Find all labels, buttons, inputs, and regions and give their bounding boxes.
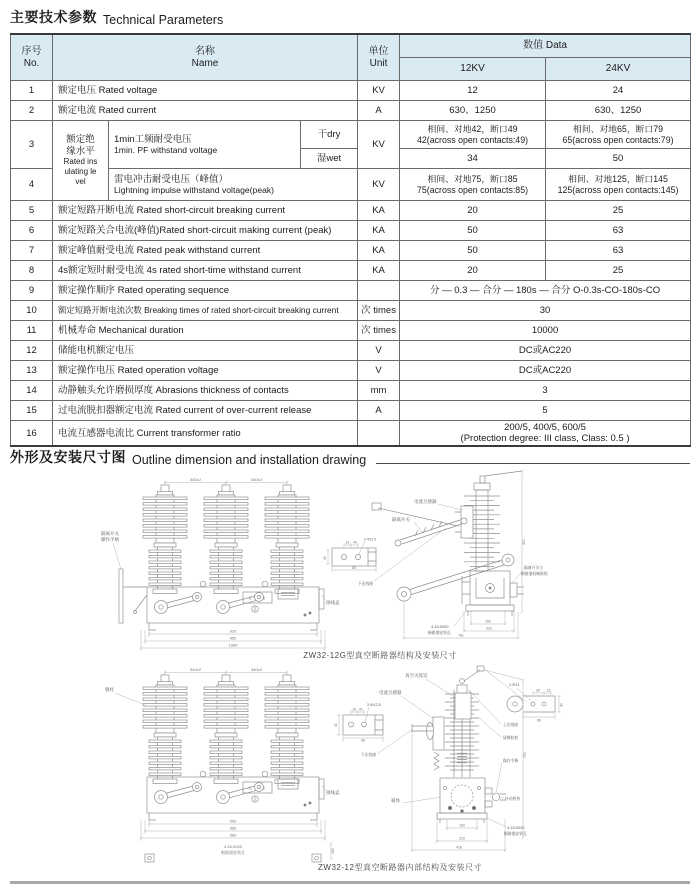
table-row	[11, 401, 691, 421]
cell-value-12kv: 12	[400, 81, 546, 101]
upper-outlet-detail	[484, 669, 564, 722]
cell-value-12kv: 20	[400, 261, 546, 281]
detail-dim-40v: 40	[323, 556, 327, 560]
switch-handle-label-1: 隔离开关	[101, 531, 119, 536]
cell-name: 电流互感器电流比 Current transformer ratio	[53, 421, 358, 447]
cell-name: 过电流脱扣器额定电流 Rated current of over-current release	[53, 401, 358, 421]
detail-dim-80: 80	[352, 566, 356, 571]
page-bottom-rule	[10, 881, 690, 884]
cell-no: 10	[11, 301, 53, 321]
vacuum-interrupter-label: 真空灭弧室	[405, 673, 428, 678]
cell-no: 3	[11, 121, 53, 169]
cell-value-merged: 3	[400, 381, 691, 401]
header-data: 数值 Data	[400, 34, 691, 58]
cell-no: 11	[11, 321, 53, 341]
cell-name: 动静触头允许磨损厚度 Abrasions thickness of contacts	[53, 381, 358, 401]
caption-figure-bottom: ZW32-12型真空断路器内部结构及安装尺寸	[318, 863, 482, 872]
cell-value-24kv: 630、1250	[546, 101, 691, 121]
cell-no: 1	[11, 81, 53, 101]
cell-value-24kv: 相间、对地65，断口79 65(across open contacts:79)	[546, 121, 691, 149]
leader-line	[512, 570, 523, 583]
cell-group-insulating-level: 额定绝缘水平 Rated insulating level	[53, 121, 109, 201]
title-parameters-en: Technical Parameters	[103, 13, 224, 27]
dim-160: 160	[485, 619, 491, 624]
cell-no: 6	[11, 221, 53, 241]
detail-dim-40: 40	[334, 723, 338, 727]
leader-line	[403, 797, 441, 803]
box-body-label: 箱体	[391, 798, 400, 803]
indicator-close: 合	[262, 786, 266, 791]
table-row	[11, 421, 691, 447]
dim-340-1: 340±2	[189, 666, 202, 672]
cell-unit: KV	[358, 81, 400, 101]
mounting-holes-label-1: 4-15.5X20	[223, 844, 243, 849]
cell-name: 额定短路开断电流 Rated short-circuit breaking current	[53, 201, 358, 221]
cell-value-24kv: 25	[546, 201, 691, 221]
cell-value-24kv: 63	[546, 221, 691, 241]
cell-unit	[358, 421, 400, 447]
parameters-table	[10, 33, 691, 447]
leader-line	[487, 818, 506, 827]
table-body-top	[11, 81, 691, 121]
dim-920: 920	[229, 628, 237, 634]
header-24kv: 24KV	[546, 58, 691, 81]
isolating-switch-label: 隔离开关	[392, 517, 410, 522]
cell-no: 12	[11, 341, 53, 361]
indicator-open: 分	[248, 786, 252, 791]
cell-unit: KA	[358, 221, 400, 241]
cell-no: 15	[11, 401, 53, 421]
detail-holes-label: 2-Φ11	[509, 683, 520, 687]
cell-name: 机械寿命 Mechanical duration	[53, 321, 358, 341]
mounting-holes-label-2: 断路器安装孔	[428, 631, 451, 635]
leader-line	[426, 679, 456, 698]
leader-line	[113, 543, 121, 569]
detail-dim-68: 68	[361, 738, 365, 743]
cell-name: 额定峰值耐受电流 Rated peak withstand current	[53, 241, 358, 261]
outlet-pad-detail	[323, 538, 376, 573]
lower-outlet-label: 下出线座	[361, 753, 377, 757]
cell-name: 额定短路开断电流次数 Breaking times of rated short-circuit breaking current	[53, 301, 358, 321]
table-header-row	[11, 34, 691, 58]
cell-name: 额定操作顺序 Rated operating sequence	[53, 281, 358, 301]
current-transformer-label: 电流互感器	[379, 690, 402, 695]
lower-outlet-label: 下出线座	[358, 582, 374, 586]
header-12kv: 12KV	[400, 58, 546, 81]
cell-value-24kv: 63	[546, 241, 691, 261]
cell-name: 额定操作电压 Rated operation voltage	[53, 361, 358, 381]
cell-unit: KA	[358, 241, 400, 261]
detail-dim-15: 15	[352, 707, 356, 712]
interlock-label-2: 断路器机械联锁	[521, 572, 548, 576]
cell-no: 5	[11, 201, 53, 221]
table-row	[11, 81, 691, 101]
cell-unit	[358, 281, 400, 301]
detail-holes-label: 2-Φ12.5	[367, 703, 381, 707]
header-unit: 单位 Unit	[358, 34, 400, 81]
cell-value-24kv: 相间、对地125，断口145 125(across open contacts:145)	[546, 169, 691, 201]
cell-name: 额定短路关合电流(峰值)Rated short-circuit making current (peak)	[53, 221, 358, 241]
dim-1060: 1060	[228, 642, 238, 648]
cell-name: 额定电压 Rated voltage	[53, 81, 358, 101]
table-row	[11, 381, 691, 401]
breaker-frame	[147, 581, 324, 630]
cell-no: 13	[11, 361, 53, 381]
cell-unit: V	[358, 341, 400, 361]
leader-line	[374, 528, 446, 581]
title-outline-zh: 外形及安装尺寸图	[10, 449, 126, 465]
detail-holes-label: 2-Φ12.5	[363, 537, 377, 542]
junction-box-label: 接线盒	[326, 790, 340, 795]
cell-value-merged: 200/5, 400/5, 600/5 (Protection degree: III class, Class: 0.5 )	[400, 421, 691, 447]
table-row	[11, 321, 691, 341]
mounting-feet	[145, 854, 321, 862]
cell-value-merged: 10000	[400, 321, 691, 341]
leader-line	[322, 785, 325, 790]
dim-height: 920	[522, 539, 526, 545]
silicone-sleeve-label: 硅橡胶套	[503, 736, 519, 740]
junction-box-label: 接线盒	[326, 600, 340, 605]
cell-value-12kv: 34	[400, 149, 546, 169]
cell-value-12kv: 相间、对地42，断口49 42(across open contacts:49)	[400, 121, 546, 149]
leader-line	[500, 797, 504, 798]
table-row	[11, 241, 691, 261]
cell-name: 雷电冲击耐受电压（峰值） Lightning impulse withstand voltage(peak)	[109, 169, 358, 201]
figure-zw32-12g-side-view	[318, 466, 566, 654]
cell-unit: A	[358, 401, 400, 421]
switch-handle-label-2: 操作手柄	[101, 537, 119, 542]
table-body-bottom	[11, 201, 691, 447]
figure-zw32-12g-front-view	[95, 477, 345, 653]
detail-dim-40: 40	[352, 540, 357, 545]
detail-dim-30: 30	[358, 707, 363, 712]
detail-dim-30: 30	[536, 688, 540, 693]
dim-bracket: 160	[331, 848, 335, 854]
cell-unit: A	[358, 101, 400, 121]
dim-160: 160	[459, 823, 465, 828]
cell-value-24kv: 50	[546, 149, 691, 169]
mounting-holes-label-1: 4-15.5X20	[431, 625, 449, 629]
cell-value-merged: DC或AC220	[400, 361, 691, 381]
indicator-open: 分	[248, 596, 252, 601]
leader-line	[115, 693, 145, 705]
table-row	[11, 301, 691, 321]
cell-unit: mm	[358, 381, 400, 401]
leader-line	[479, 718, 501, 737]
insulation-level-rows	[11, 121, 691, 201]
dim-340-2: 340±2	[250, 666, 263, 672]
cell-value-12kv: 50	[400, 221, 546, 241]
dim-223: 223	[459, 836, 465, 841]
cell-no: 8	[11, 261, 53, 281]
dim-761: 761	[458, 633, 464, 638]
side-view-drawing	[372, 471, 524, 616]
cell-name: 储能电机额定电压	[53, 341, 358, 361]
leader-line	[438, 504, 462, 510]
cell-value-12kv: 20	[400, 201, 546, 221]
table-row	[11, 121, 691, 149]
dim-950: 950	[229, 635, 237, 641]
leader-line	[401, 696, 434, 719]
table-row	[11, 101, 691, 121]
dim-750: 750	[523, 752, 527, 758]
breaker-poles	[143, 485, 309, 594]
cell-dry: 干dry	[301, 121, 358, 149]
table-row	[11, 201, 691, 221]
current-transformer-label: 电流互感器	[414, 499, 437, 504]
dim-900: 900	[229, 818, 237, 824]
dim-418: 418	[456, 845, 462, 850]
breaker-poles	[143, 675, 309, 784]
leader-line	[496, 763, 502, 792]
cell-unit: KV	[358, 169, 400, 201]
upper-outlet-label: 上出线座	[503, 723, 519, 727]
leader-line	[471, 692, 501, 724]
table-row	[11, 261, 691, 281]
isolating-switch-handle	[119, 569, 147, 623]
cell-no: 16	[11, 421, 53, 447]
cell-value-12kv: 50	[400, 241, 546, 261]
cell-unit: KA	[358, 261, 400, 281]
section-title-outline	[10, 447, 690, 467]
cell-value-merged: DC或AC220	[400, 341, 691, 361]
cell-unit: V	[358, 361, 400, 381]
cell-unit: 次 times	[358, 321, 400, 341]
table-row	[11, 341, 691, 361]
mounting-holes-label-2: 断路器安装孔	[221, 850, 245, 855]
title-rule	[376, 463, 690, 464]
detail-dim-15: 15	[546, 688, 551, 693]
dim-223: 223	[486, 626, 492, 631]
table-row	[11, 221, 691, 241]
caption-figure-top: ZW32-12G型真空断路器结构及安装尺寸	[303, 651, 457, 660]
cell-value-merged: 30	[400, 301, 691, 321]
cell-no: 4	[11, 169, 53, 201]
cell-value-12kv: 630、1250	[400, 101, 546, 121]
cell-value-merged: 5	[400, 401, 691, 421]
dim-340-1: 340±2	[189, 476, 202, 482]
cell-name: 4s额定短时耐受电流 4s rated short-time withstand current	[53, 261, 358, 281]
detail-dim-16: 16	[345, 540, 350, 545]
header-name: 名称 Name	[53, 34, 358, 81]
cell-unit: KV	[358, 121, 400, 169]
cell-value-24kv: 24	[546, 81, 691, 101]
transmission-mechanism-label: 传动机构	[505, 797, 521, 801]
figure-zw32-12-internal-structure	[333, 660, 598, 860]
cell-unit: KA	[358, 201, 400, 221]
title-parameters-zh: 主要技术参数	[10, 9, 97, 25]
mounting-holes-label-2: 断路器安装孔	[504, 832, 527, 836]
cell-no: 7	[11, 241, 53, 261]
title-outline-en: Outline dimension and installation drawing	[132, 453, 367, 467]
cell-no: 2	[11, 101, 53, 121]
cell-value-12kv: 相间、对地75，断口85 75(across open contacts:85)	[400, 169, 546, 201]
table-row	[11, 361, 691, 381]
cell-name: 额定电流 Rated current	[53, 101, 358, 121]
header-no: 序号 No.	[11, 34, 53, 81]
lower-outlet-detail	[334, 703, 383, 743]
indicator-close: 合	[262, 596, 266, 601]
dim-960: 960	[229, 832, 237, 838]
breaker-frame	[147, 771, 324, 820]
table-row	[11, 281, 691, 301]
cell-value-merged: 分 — 0.3 — 合分 — 180s — 合分 O-0.3s-CO-180s-CO	[400, 281, 691, 301]
dim-340-2: 340±2	[250, 476, 263, 482]
operating-handle-label: 操作手柄	[503, 759, 519, 763]
cell-unit: 次 times	[358, 301, 400, 321]
detail-dim-66: 66	[537, 718, 541, 723]
table-header	[11, 34, 691, 81]
section-title-parameters	[10, 7, 690, 27]
interlock-label-1: 隔离开关与	[524, 566, 543, 570]
mounting-holes-label-1: 4-15.5X20	[507, 826, 525, 830]
table-row	[11, 169, 691, 201]
detail-dim-40: 40	[559, 703, 564, 707]
cell-wet: 湿wet	[301, 149, 358, 169]
figure-zw32-12-front-view	[95, 667, 345, 863]
pole-label: 极柱	[105, 687, 114, 692]
cell-name: 1min工频耐受电压 1min. PF withstand voltage	[109, 121, 301, 169]
cell-value-24kv: 25	[546, 261, 691, 281]
cell-no: 9	[11, 281, 53, 301]
dim-950: 950	[229, 825, 237, 831]
cell-no: 14	[11, 381, 53, 401]
